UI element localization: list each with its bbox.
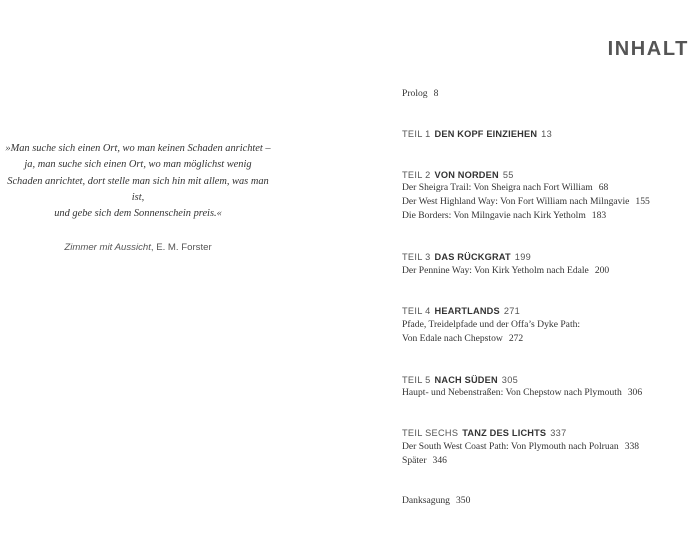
entry-page: 8	[433, 88, 439, 99]
chapter-title: Der West Highland Way: Von Fort William nach Milngavie	[402, 196, 630, 207]
entry-label: Prolog	[402, 88, 428, 99]
part-label: TEIL 4	[402, 306, 431, 316]
toc-chapter[interactable]	[402, 264, 609, 278]
epigraph-line: »Man suche sich einen Ort, wo man keinen Schaden anrichtet –	[5, 143, 271, 154]
chapter-page: 346	[432, 455, 447, 466]
toc-part-4[interactable]	[402, 304, 520, 318]
epigraph	[0, 141, 276, 253]
entry-page: 350	[455, 495, 471, 506]
toc-chapter[interactable]	[402, 195, 650, 209]
toc-part-2[interactable]	[402, 168, 514, 182]
toc-chapter[interactable]	[402, 454, 447, 468]
part-name: HEARTLANDS	[434, 306, 500, 316]
epigraph-line: Schaden anrichtet, dort stelle man sich hin mit allem, was man ist,	[7, 175, 269, 203]
chapter-title: Haupt- und Nebenstraßen: Von Chepstow nach Plymouth	[402, 387, 622, 398]
entry-label: Danksagung	[402, 495, 450, 506]
chapter-title: Später	[402, 455, 427, 466]
part-name: NACH SÜDEN	[434, 375, 498, 385]
toc-chapter[interactable]	[402, 181, 608, 195]
part-page: 199	[514, 252, 532, 262]
part-page: 271	[503, 306, 521, 316]
toc-chapter[interactable]	[402, 209, 606, 223]
epigraph-line: ja, man suche sich einen Ort, wo man möglichst wenig	[24, 159, 252, 171]
chapter-page: 155	[635, 196, 650, 207]
toc-entry-prolog[interactable]	[402, 87, 438, 101]
chapter-title: Pfade, Treidelpfade und der Offa’s Dyke Path:	[402, 319, 581, 330]
part-name: TANZ DES LICHTS	[462, 428, 547, 438]
part-label: TEIL 1	[402, 129, 431, 139]
chapter-title: Der Sheigra Trail: Von Sheigra nach Fort William	[402, 182, 593, 193]
toc-chapter[interactable]	[402, 318, 580, 332]
part-page: 13	[541, 129, 552, 139]
epigraph-line: und gebe sich dem Sonnenschein preis.«	[54, 208, 222, 220]
chapter-title: Die Borders: Von Milngavie nach Kirk Yetholm	[402, 210, 586, 221]
toc-part-3[interactable]	[402, 250, 531, 264]
part-page: 337	[550, 428, 567, 438]
chapter-title: Der South West Coast Path: Von Plymouth nach Polruan	[402, 441, 619, 452]
epigraph-source-title: Zimmer mit Aussicht	[64, 242, 151, 254]
toc-chapter[interactable]	[402, 440, 639, 454]
toc-part-5[interactable]	[402, 373, 518, 387]
part-page: 305	[501, 375, 519, 385]
part-name: DAS RÜCKGRAT	[434, 252, 511, 262]
part-label: TEIL 2	[402, 170, 431, 180]
epigraph-attribution	[0, 242, 276, 253]
part-label: TEIL 3	[402, 252, 431, 262]
chapter-page: 183	[591, 210, 607, 221]
epigraph-source-author: , E. M. Forster	[150, 242, 212, 254]
chapter-page: 306	[627, 387, 643, 398]
toc-part-1[interactable]	[402, 127, 552, 141]
part-name: VON NORDEN	[434, 170, 499, 180]
chapter-page: 200	[594, 265, 610, 276]
chapter-page: 68	[598, 182, 609, 193]
toc-chapter[interactable]	[402, 332, 523, 346]
chapter-page: 338	[624, 441, 640, 452]
chapter-page: 272	[508, 333, 524, 344]
toc-chapter[interactable]	[402, 386, 642, 400]
toc-entry-acknowledgements[interactable]	[402, 494, 470, 508]
part-page: 55	[502, 170, 514, 180]
toc-title: INHALT	[607, 38, 689, 60]
part-label: TEIL 5	[402, 375, 431, 385]
part-name: DEN KOPF EINZIEHEN	[434, 129, 538, 139]
part-label: TEIL SECHS	[402, 428, 459, 438]
toc-part-6[interactable]	[402, 426, 567, 440]
chapter-title: Von Edale nach Chepstow	[402, 333, 503, 344]
chapter-title: Der Pennine Way: Von Kirk Yetholm nach Edale	[402, 265, 589, 276]
